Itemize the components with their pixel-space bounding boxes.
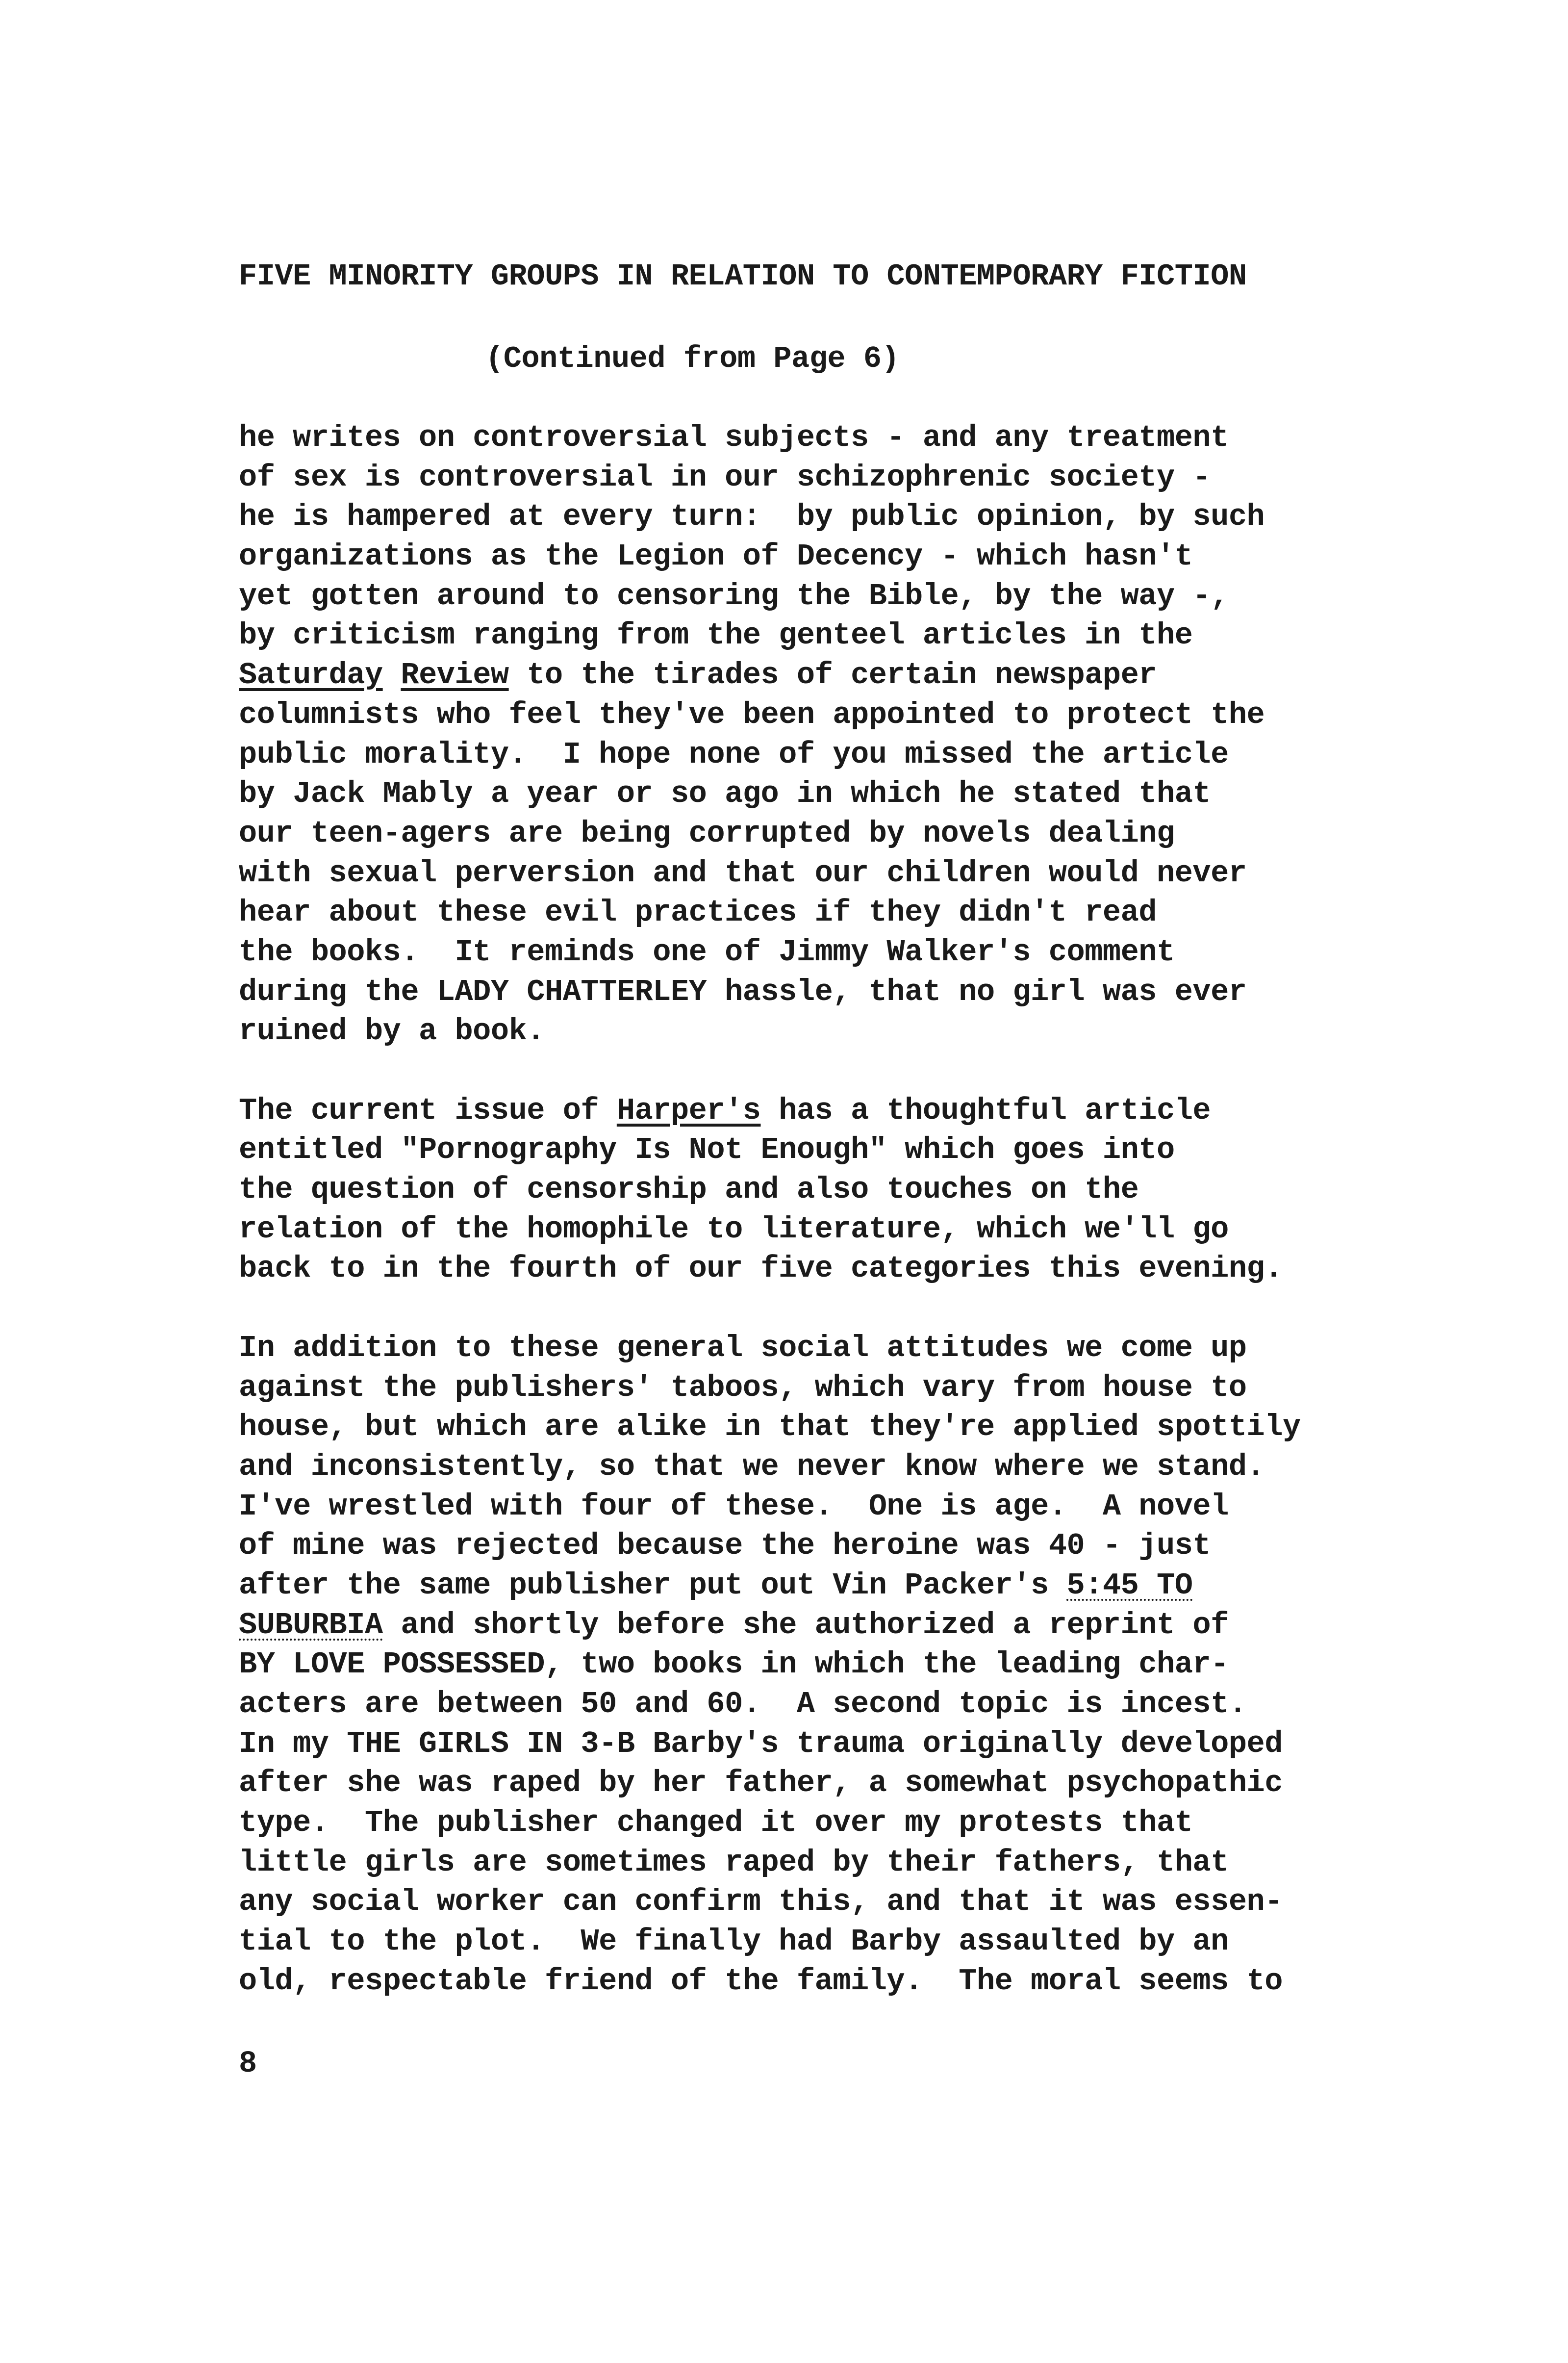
page-number: 8 [239, 2046, 257, 2081]
text-segment: our teen-agers are being corrupted by novels dealing [239, 816, 1175, 851]
text-segment: little girls are sometimes raped by their fathers, that [239, 1845, 1229, 1880]
text-line [239, 1526, 1301, 1566]
text-segment: has a thoughtful article [760, 1093, 1211, 1128]
body-text [239, 418, 1301, 2001]
text-line [239, 1961, 1301, 2001]
text-line [239, 1684, 1301, 1724]
text-segment: organizations as the Legion of Decency - which hasn't [239, 539, 1193, 574]
text-segment: he is hampered at every turn: by public opinion, by such [239, 499, 1265, 535]
text-segment: relation of the homophile to literature, which we'll go [239, 1211, 1229, 1247]
text-line [239, 576, 1301, 616]
text-segment: any social worker can confirm this, and that it was essen- [239, 1884, 1283, 1920]
text-line [239, 695, 1301, 735]
text-line [239, 1922, 1301, 1961]
text-line [239, 418, 1301, 458]
text-line [239, 1011, 1301, 1051]
text-line [239, 1605, 1301, 1645]
text-segment: back to in the fourth of our five categories this evening. [239, 1251, 1283, 1286]
text-line [239, 1803, 1301, 1843]
text-segment: hear about these evil practices if they didn't read [239, 895, 1157, 930]
paragraph-gap [239, 1288, 1301, 1328]
continued-note: (Continued from Page 6) [485, 341, 900, 376]
text-segment: columnists who feel they've been appointed to protect the [239, 697, 1265, 732]
text-segment: the books. It reminds one of Jimmy Walker's comment [239, 934, 1175, 970]
text-line [239, 1566, 1301, 1605]
text-line [239, 1170, 1301, 1209]
text-segment: after she was raped by her father, a somewhat psychopathic [239, 1766, 1283, 1801]
text-segment: old, respectable friend of the family. The moral seems to [239, 1963, 1283, 1999]
text-line [239, 814, 1301, 853]
underlined-title: SUBURBIA [239, 1607, 383, 1643]
text-segment: The current issue of [239, 1093, 617, 1128]
text-segment [383, 658, 401, 693]
text-line [239, 616, 1301, 655]
text-line [239, 1209, 1301, 1249]
text-segment: I've wrestled with four of these. One is age. A novel [239, 1489, 1229, 1524]
text-line [239, 1724, 1301, 1764]
underlined-title: Saturday [239, 658, 383, 693]
text-segment: acters are between 50 and 60. A second topic is incest. [239, 1687, 1247, 1721]
text-line [239, 932, 1301, 972]
text-line [239, 1763, 1301, 1803]
text-line [239, 853, 1301, 893]
text-line [239, 1328, 1301, 1368]
text-segment: and shortly before she authorized a reprint of [382, 1607, 1229, 1643]
text-segment: during the LADY CHATTERLEY hassle, that no girl was ever [239, 974, 1247, 1009]
text-line [239, 735, 1301, 774]
text-line [239, 893, 1301, 932]
text-line [239, 1407, 1301, 1447]
text-segment: with sexual perversion and that our children would never [239, 855, 1247, 891]
text-line [239, 497, 1301, 537]
text-segment: ruined by a book. [239, 1014, 545, 1049]
text-segment: In addition to these general social attitudes we come up [239, 1330, 1247, 1365]
text-segment: BY LOVE POSSESSED, two books in which the leading char- [239, 1647, 1229, 1682]
text-segment: against the publishers' taboos, which vary from house to [239, 1370, 1247, 1405]
text-line [239, 1644, 1301, 1684]
text-segment: to the tirades of certain newspaper [508, 658, 1157, 693]
text-segment: he writes on controversial subjects - and any treatment [239, 420, 1229, 455]
text-line [239, 1487, 1301, 1526]
text-segment: after the same publisher put out Vin Packer's [239, 1567, 1067, 1603]
text-line [239, 1249, 1301, 1288]
text-line [239, 655, 1301, 695]
paragraph-gap [239, 1051, 1301, 1091]
text-segment: house, but which are alike in that they're applied spottily [239, 1410, 1301, 1445]
text-segment: yet gotten around to censoring the Bible, by the way -, [239, 578, 1229, 614]
underlined-title: 5:45 TO [1066, 1567, 1193, 1603]
underlined-title: Review [401, 658, 509, 693]
text-segment: by criticism ranging from the genteel articles in the [239, 618, 1193, 653]
text-segment: and inconsistently, so that we never know where we stand. [239, 1449, 1265, 1484]
text-segment: entitled "Pornography Is Not Enough" which goes into [239, 1132, 1175, 1168]
article-title: FIVE MINORITY GROUPS IN RELATION TO CONTEMPORARY FICTION [239, 259, 1247, 294]
text-segment: In my THE GIRLS IN 3-B Barby's trauma originally developed [239, 1726, 1283, 1761]
text-line [239, 774, 1301, 814]
text-line [239, 1130, 1301, 1170]
text-line [239, 1447, 1301, 1487]
text-segment: by Jack Mably a year or so ago in which he stated that [239, 776, 1211, 812]
text-segment: type. The publisher changed it over my protests that [239, 1805, 1193, 1841]
text-line [239, 1368, 1301, 1408]
text-line [239, 1091, 1301, 1130]
text-line [239, 537, 1301, 576]
text-line [239, 1882, 1301, 1922]
text-line [239, 458, 1301, 497]
text-line [239, 1843, 1301, 1882]
text-segment: public morality. I hope none of you missed the article [239, 737, 1229, 772]
underlined-title: Harper's [616, 1093, 761, 1128]
text-segment: of sex is controversial in our schizophrenic society - [239, 460, 1211, 495]
text-segment: tial to the plot. We finally had Barby assaulted by an [239, 1924, 1229, 1959]
text-segment: of mine was rejected because the heroine was 40 - just [239, 1528, 1211, 1564]
text-line [239, 972, 1301, 1012]
text-segment: the question of censorship and also touches on the [239, 1172, 1139, 1207]
